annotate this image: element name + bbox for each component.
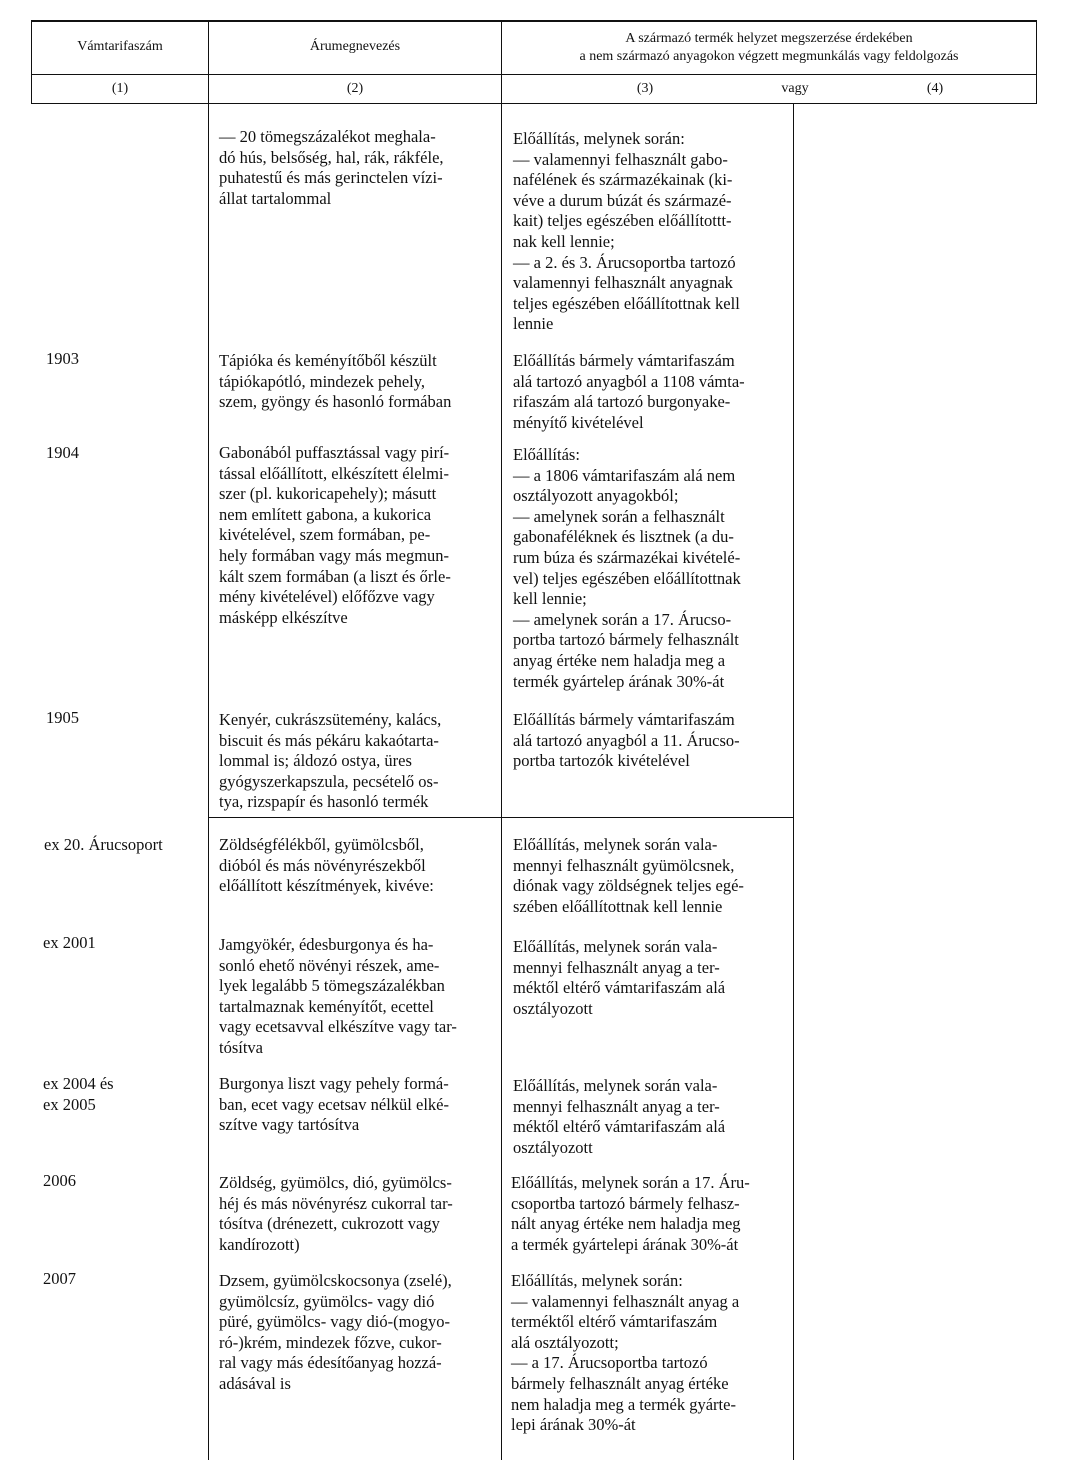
row-5-description-line: lyek legalább 5 tömegszázalékban	[219, 976, 445, 996]
row-2-tariff-number: 1904	[46, 443, 79, 462]
row-7-processing-line: csoportba tartozó bármely felhasz-	[511, 1193, 740, 1213]
row-1-processing-line: rifaszám alá tartozó burgonyake-	[513, 392, 731, 412]
row-8-processing-line: nem haladja meg a termék gyárte-	[511, 1394, 736, 1414]
header-product-description: Árumegnevezés	[309, 39, 401, 54]
row-2-description	[219, 443, 482, 628]
row-0-description-line: állat tartalommal	[219, 188, 332, 208]
row-6-tariff-number-line: ex 2004 és	[43, 1074, 114, 1093]
column-number-4: (4)	[926, 81, 944, 96]
row-2-description-line: szer (pl. kukoricapehely); másutt	[219, 484, 437, 504]
row-4-processing-line: Előállítás, melynek során vala-	[513, 835, 718, 854]
row-7-description-line: kandírozott)	[219, 1234, 300, 1254]
row-8-processing-line: alá osztályozott;	[511, 1332, 619, 1352]
row-4-description-line: Zöldségfélékből, gyümölcsből,	[219, 835, 424, 854]
row-5-description-line: sonló ehető növényi részek, ame-	[219, 955, 440, 975]
table-right-border	[1036, 20, 1037, 104]
row-5-description	[219, 935, 482, 1059]
row-6-processing-line: osztályozott	[513, 1137, 593, 1157]
row-2-processing-line: — amelynek során a felhasznált	[513, 506, 725, 526]
row-8-description-line: Dzsem, gyümölcskocsonya (zselé),	[219, 1271, 452, 1290]
row-8-description-line: adásával is	[219, 1373, 291, 1393]
row-2-description-line: nem említett gabona, a kukorica	[219, 504, 432, 524]
row-5-processing-line: osztályozott	[513, 998, 593, 1018]
row-6-processing-line: Előállítás, melynek során vala-	[513, 1076, 718, 1095]
row-4-tariff-number: ex 20. Árucsoport	[44, 835, 163, 854]
row-7-processing	[511, 1173, 777, 1255]
row-3-description-line: tya, rizspapír és hasonló termék	[219, 792, 429, 812]
row-8-description-line: ró-)krém, mindezek főzve, cukor-	[219, 1332, 442, 1352]
column-number-divider	[31, 103, 1037, 104]
row-4-description	[219, 835, 482, 897]
row-6-processing-line: méktől eltérő vámtarifaszám alá	[513, 1117, 726, 1137]
row-0-processing-line: teljes egészében előállítottnak kell	[513, 293, 740, 313]
row-2-processing-line: — a 1806 vámtarifaszám alá nem	[513, 465, 736, 485]
row-1-description-line: Tápióka és keményítőből készült	[219, 351, 437, 370]
row-5-description-line: tartalmaznak keményítőt, ecettel	[219, 996, 434, 1016]
row-0-processing-line: — a 2. és 3. Árucsoportba tartozó	[513, 252, 736, 272]
row-2-processing-line: vel) teljes egészében előállítottnak	[513, 568, 741, 588]
row-3-processing-line: portba tartozók kivételével	[513, 751, 690, 771]
row-8-description-line: gyümölcsíz, gyümölcs- vagy dió	[219, 1291, 435, 1311]
column-number-2: (2)	[346, 81, 364, 96]
row-8-processing-line: Előállítás, melynek során:	[511, 1271, 683, 1290]
row-5-description-line: tósítva	[219, 1037, 263, 1057]
row-7-description	[219, 1173, 482, 1255]
row-0-processing-line: kait) teljes egészében előállítottt-	[513, 211, 732, 231]
row-2-description-line: másképp elkészítve	[219, 607, 348, 627]
header-processing-line-1: A származó termék helyzet megszerzése érdekében	[625, 31, 913, 46]
row-0-processing-line: valamennyi felhasznált anyagnak	[513, 273, 733, 293]
row-6-processing	[513, 1076, 777, 1158]
row-6-tariff-number-line: ex 2005	[43, 1094, 96, 1114]
row-4-processing-line: mennyi felhasznált gyümölcsnek,	[513, 855, 735, 875]
row-6-processing-line: mennyi felhasznált anyag a ter-	[513, 1096, 720, 1116]
row-2-processing-line: rum búza és származékai kivételé-	[513, 547, 741, 567]
row-6-tariff-number	[43, 1074, 203, 1115]
row-3-tariff-number: 1905	[46, 708, 79, 727]
row-7-description-line: Zöldség, gyümölcs, dió, gyümölcs-	[219, 1173, 452, 1192]
column-or-label: vagy	[781, 81, 809, 96]
row-8-processing-line: terméktől eltérő vámtarifaszám	[511, 1312, 718, 1332]
row-3-description-line: lommal is; áldozó ostya, üres	[219, 751, 412, 771]
row-7-processing-line: a termék gyártelepi árának 30%-át	[511, 1234, 739, 1254]
row-8-tariff-number: 2007	[43, 1269, 76, 1288]
header-divider	[31, 74, 1037, 75]
column-divider-3	[793, 104, 794, 1460]
row-2-processing	[513, 445, 777, 692]
row-2-processing-line: gabonaféléknek és lisztnek (a du-	[513, 527, 734, 547]
row-7-description-line: tósítva (drénezett, cukrozott vagy	[219, 1214, 440, 1234]
row-8-processing-line: — valamennyi felhasznált anyag a	[511, 1291, 740, 1311]
row-3-description-line: biscuit és más pékáru kakaótarta-	[219, 730, 439, 750]
header-tariff-number: Vámtarifaszám	[77, 39, 163, 54]
row-8-processing-line: bármely felhasznált anyag értéke	[511, 1373, 729, 1393]
row-0-description	[219, 127, 482, 209]
row-1-tariff-number: 1903	[46, 349, 79, 368]
row-1-description	[219, 351, 482, 413]
row-5-description-line: Jamgyökér, édesburgonya és ha-	[219, 935, 434, 954]
row-2-processing-line: anyag értéke nem haladja meg a	[513, 650, 726, 670]
row-4-description-line: dióból és más növényrészekből	[219, 855, 426, 875]
row-2-description-line: kált szem formában (a liszt és őrle-	[219, 566, 451, 586]
row-7-processing-line: Előállítás, melynek során a 17. Áru-	[511, 1173, 750, 1192]
row-2-processing-line: termék gyártelep árának 30%-át	[513, 671, 725, 691]
header-processing	[502, 30, 1036, 66]
row-0-processing	[513, 129, 777, 335]
row-4-processing	[513, 835, 777, 917]
row-1-processing-line: ményítő kivételével	[513, 412, 644, 432]
row-0-processing-line: véve a durum búzát és származé-	[513, 190, 732, 210]
row-2-processing-line: kell lennie;	[513, 589, 587, 609]
row-0-processing-line: lennie	[513, 314, 554, 334]
row-1-description-line: tápiókapótló, mindezek pehely,	[219, 371, 426, 391]
row-3-processing-line: Előállítás bármely vámtarifaszám	[513, 710, 735, 729]
header-processing-line-2: a nem származó anyagokon végzett megmunkálás vagy feldolgozás	[579, 49, 959, 64]
row-8-processing	[511, 1271, 777, 1436]
row-5-tariff-number: ex 2001	[43, 933, 96, 952]
row-8-processing-line: lepi árának 30%-át	[511, 1415, 636, 1435]
row-2-description-line: kivételével, szem formában, pe-	[219, 525, 431, 545]
row-2-description-line: mény kivételével) előfőzve vagy	[219, 587, 435, 607]
row-8-processing-line: — a 17. Árucsoportba tartozó	[511, 1353, 708, 1373]
row-8-description-line: ral vagy más édesítőanyag hozzá-	[219, 1353, 442, 1373]
row-2-description-line: Gabonából puffasztással vagy pirí-	[219, 443, 450, 462]
row-7-description-line: héj és más növényrész cukorral tar-	[219, 1193, 453, 1213]
row-0-description-line: — 20 tömegszázalékot meghala-	[219, 127, 436, 146]
row-0-processing-line: — valamennyi felhasznált gabo-	[513, 149, 728, 169]
row-0-processing-line: nafélének és származékainak (ki-	[513, 170, 733, 190]
column-divider-1	[208, 20, 209, 1460]
row-3-processing	[513, 710, 777, 772]
row-5-processing-line: mennyi felhasznált anyag a ter-	[513, 957, 720, 977]
row-7-processing-line: nált anyag értéke nem haladja meg	[511, 1214, 741, 1234]
row-1-processing-line: alá tartozó anyagból a 1108 vámta-	[513, 371, 745, 391]
row-2-processing-line: — amelynek során a 17. Árucso-	[513, 609, 732, 629]
row-1-processing	[513, 351, 777, 433]
row-0-processing-line: Előállítás, melynek során:	[513, 129, 685, 148]
column-number-3: (3)	[636, 81, 654, 96]
row-6-description-line: szítve vagy tartósítva	[219, 1115, 360, 1135]
row-5-processing	[513, 937, 777, 1019]
row-2-processing-line: Előállítás:	[513, 445, 580, 464]
row-0-processing-line: nak kell lennie;	[513, 231, 615, 251]
row-1-description-line: szem, gyöngy és hasonló formában	[219, 392, 452, 412]
row-5-description-line: vagy ecetsavval elkészítve vagy tar-	[219, 1017, 457, 1037]
row-3-description	[219, 710, 482, 813]
row-3-description-line: Kenyér, cukrászsütemény, kalács,	[219, 710, 442, 729]
row-6-description	[219, 1074, 482, 1136]
row-7-tariff-number: 2006	[43, 1171, 76, 1190]
column-divider-2	[501, 20, 502, 1460]
row-5-processing-line: méktől eltérő vámtarifaszám alá	[513, 978, 726, 998]
row-0-description-line: puhatestű és más gerinctelen vízi-	[219, 168, 443, 188]
row-6-description-line: Burgonya liszt vagy pehely formá-	[219, 1074, 449, 1093]
row-3-processing-line: alá tartozó anyagból a 11. Árucso-	[513, 730, 740, 750]
table-top-border	[31, 20, 1037, 22]
row-0-description-line: dó hús, belsőség, hal, rák, rákféle,	[219, 147, 444, 167]
row-3-description-line: gyógyszerkapszula, pecsételő os-	[219, 771, 439, 791]
row-5-processing-line: Előállítás, melynek során vala-	[513, 937, 718, 956]
column-number-1: (1)	[111, 81, 129, 96]
row-2-description-line: hely formában vagy más megmun-	[219, 545, 450, 565]
row-8-description	[219, 1271, 482, 1395]
row-6-description-line: ban, ecet vagy ecetsav nélkül elké-	[219, 1094, 449, 1114]
row-2-description-line: tással előállított, elkészített élelmi-	[219, 463, 450, 483]
row-8-description-line: püré, gyümölcs- vagy dió-(mogyo-	[219, 1312, 450, 1332]
row-4-processing-line: szében előállítottnak kell lennie	[513, 896, 723, 916]
row-4-processing-line: diónak vagy zöldségnek teljes egé-	[513, 876, 744, 896]
row-2-processing-line: portba tartozó bármely felhasznált	[513, 630, 739, 650]
row-2-processing-line: osztályozott anyagokból;	[513, 486, 679, 506]
row-4-description-line: előállított készítmények, kivéve:	[219, 876, 434, 896]
row-1-processing-line: Előállítás bármely vámtarifaszám	[513, 351, 735, 370]
